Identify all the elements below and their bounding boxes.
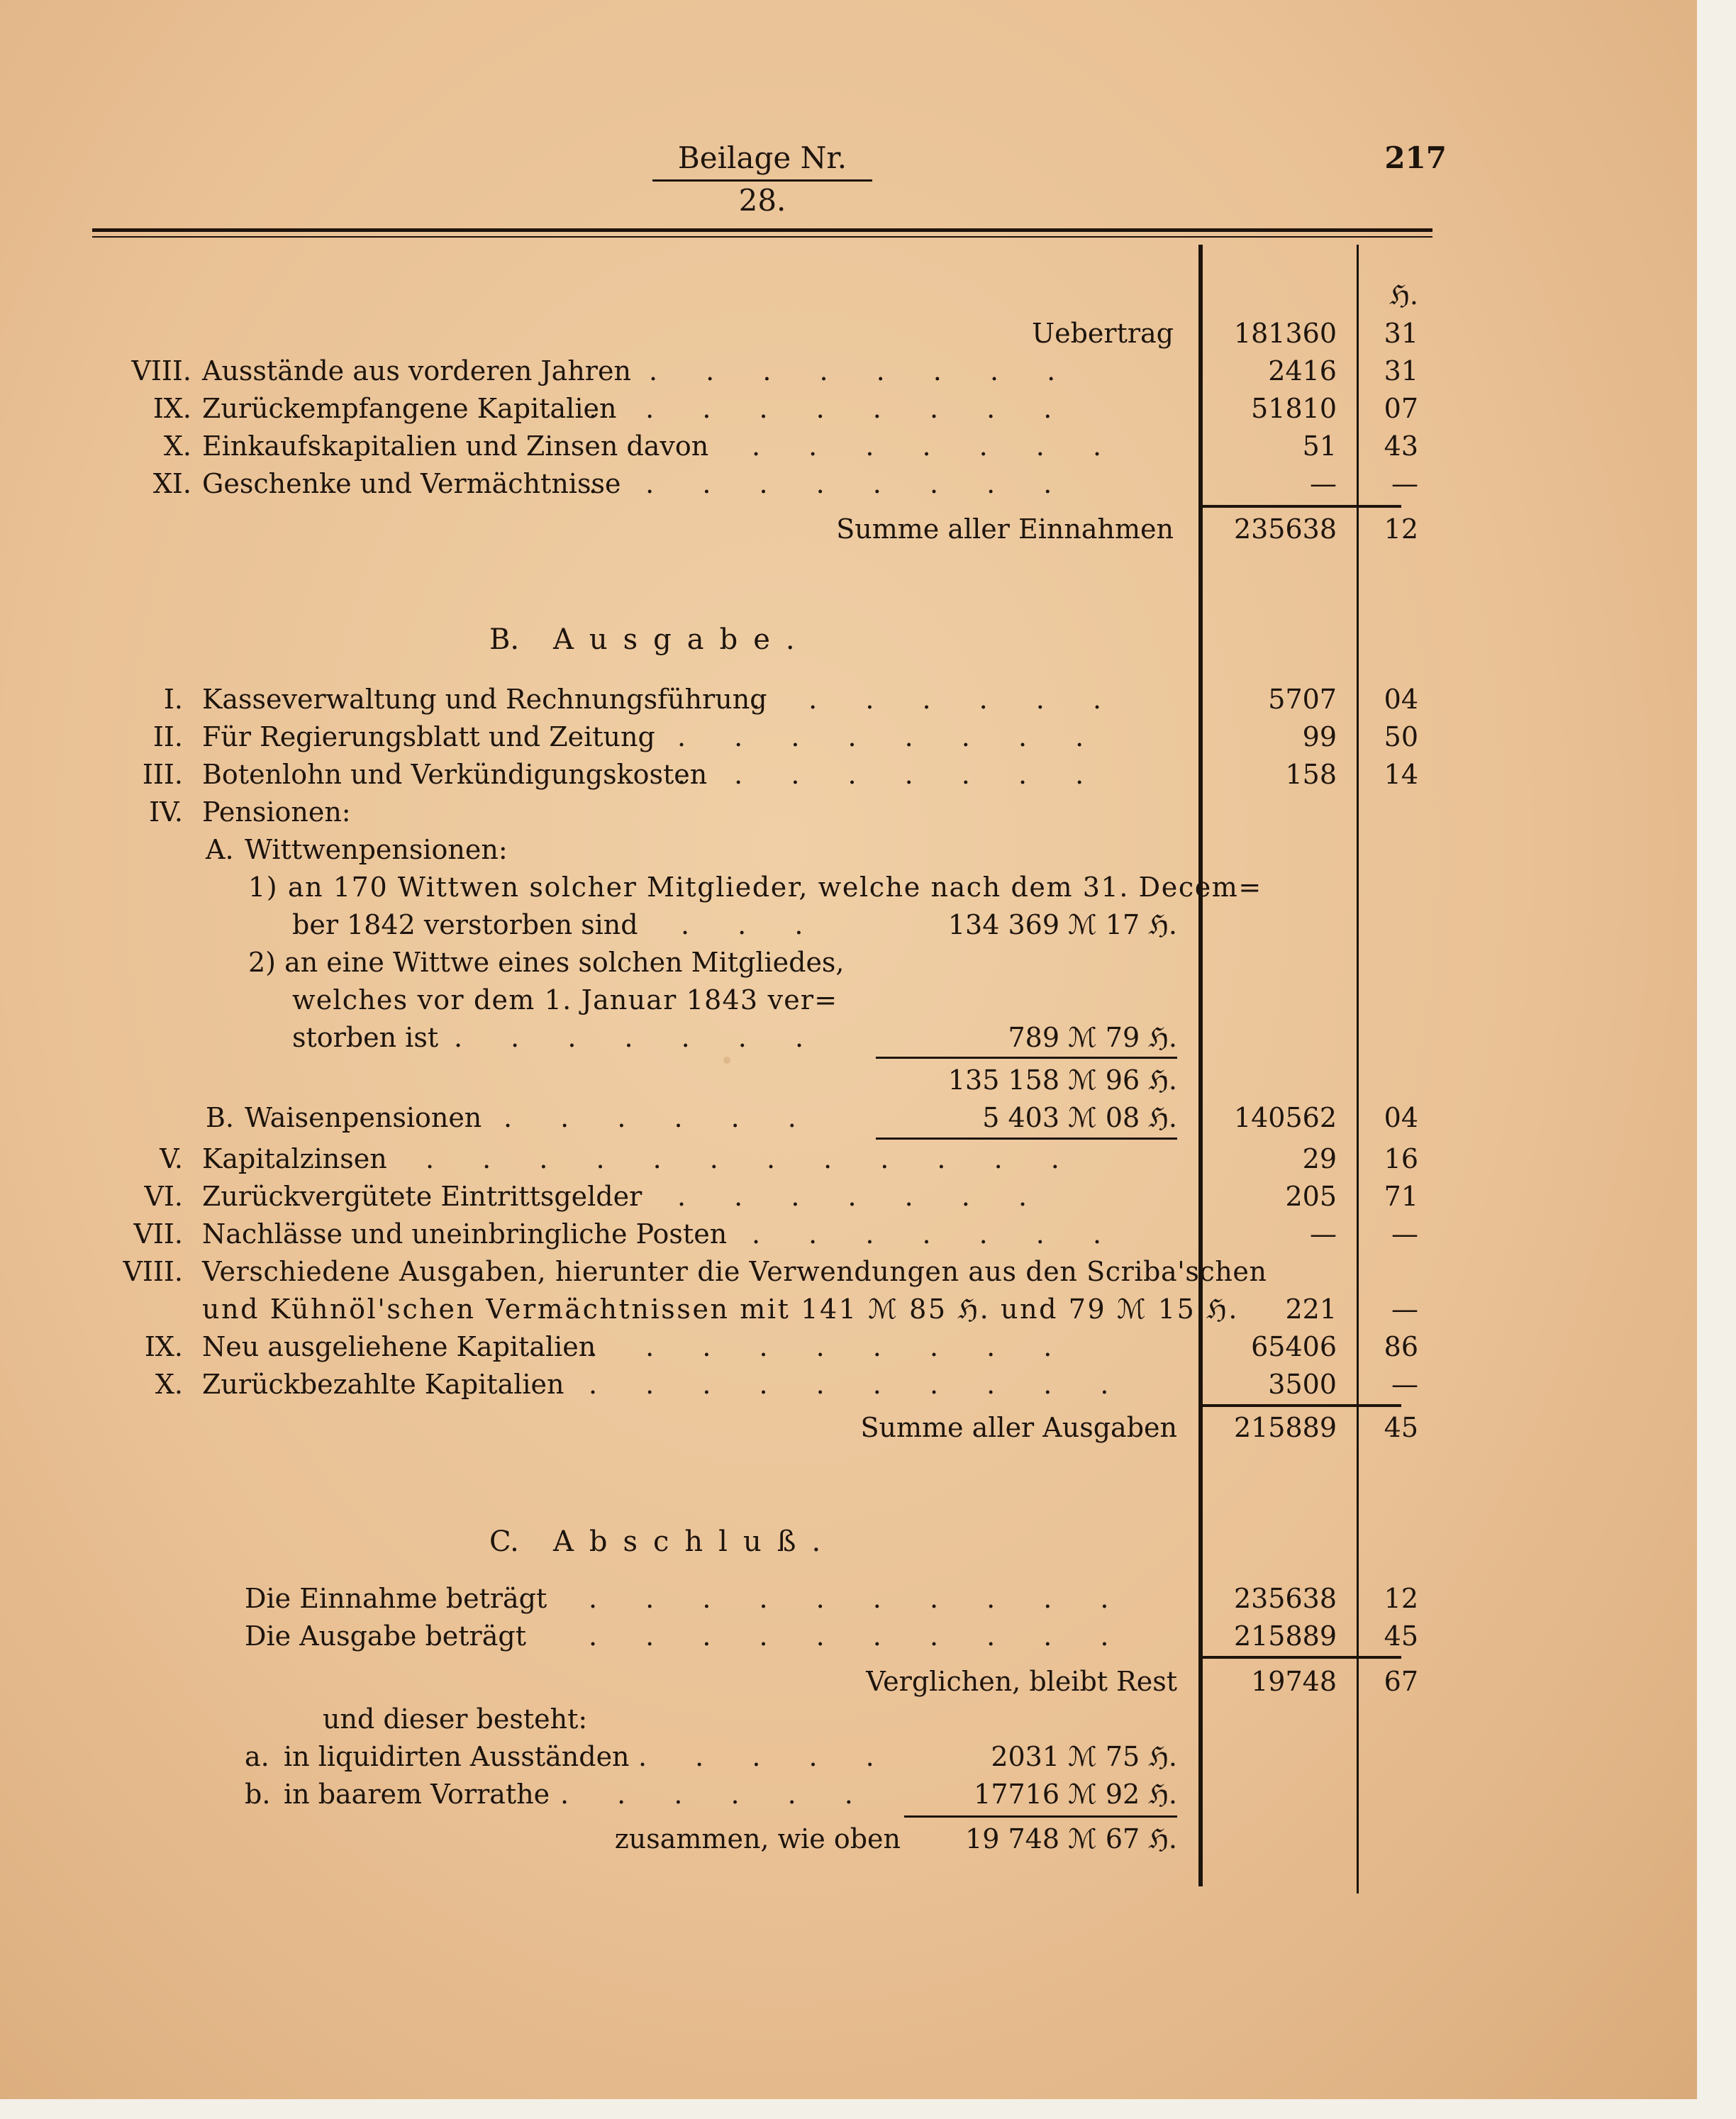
together-amount: 19 748 ℳ 67 ℌ. (965, 1823, 1177, 1854)
row-amount: 51810 (1251, 393, 1337, 424)
consists-row (0, 1701, 1736, 1737)
row-label: Verschiedene Ausgaben, hierunter die Verwendungen aus den Scriba'schen (202, 1256, 1267, 1287)
closing-income-label: Die Einnahme beträgt (245, 1583, 547, 1614)
row-pf: — (1391, 468, 1418, 499)
expense-row (0, 756, 1736, 793)
row-label: Nachlässe und uneinbringliche Posten (202, 1218, 728, 1250)
leader-dots: . . . . . . . (752, 684, 1122, 715)
page-edge-bottom (0, 2099, 1736, 2119)
part-letter: a. (245, 1741, 269, 1772)
closing-income-row (0, 1580, 1736, 1617)
row-pf: 43 (1384, 430, 1418, 462)
income-row (0, 428, 1736, 465)
row-numeral: V. (160, 1143, 183, 1174)
row-amount: 205 (1285, 1181, 1337, 1212)
expense-row (0, 681, 1736, 718)
remainder-amount: 19748 (1251, 1666, 1337, 1697)
section-b-title: Ausgabe. (553, 623, 811, 656)
row-label: Kapitalzinsen (202, 1143, 387, 1174)
expense-total-label: Summe aller Ausgaben (860, 1412, 1177, 1443)
row-amount: 5707 (1268, 684, 1337, 715)
row-pf: 50 (1384, 721, 1418, 752)
leader-dots: . . . . . . . . (677, 721, 1104, 752)
row-numeral: VIII. (123, 1256, 183, 1287)
leader-dots: . . . . . . . . . (589, 393, 1072, 424)
leader-dots: . . . . . . (560, 1779, 873, 1810)
income-row (0, 465, 1736, 502)
column-header (0, 277, 1736, 313)
part-letter: b. (245, 1779, 271, 1810)
row-label: und Kühnöl'schen Vermächtnissen mit 141 ℳ 85 ℌ. und 79 ℳ 15 ℌ. (202, 1294, 1240, 1325)
remainder-part-a (0, 1738, 1736, 1775)
remainder-part-b (0, 1776, 1736, 1813)
section-b-heading (0, 621, 1736, 658)
widows-item-1-line-2 (0, 906, 1736, 943)
row-label: Zurückempfangene Kapitalien (202, 393, 617, 424)
leader-dots: . . . . . . . (454, 1022, 824, 1053)
leader-dots: . . . . . . . (752, 1218, 1122, 1250)
row-label: Neu ausgeliehene Kapitalien (202, 1331, 596, 1362)
widows-item-2-line-3 (0, 1019, 1736, 1056)
widows-letter: A. (206, 834, 234, 865)
row-amount: 99 (1302, 721, 1337, 752)
row-amount: 3500 (1268, 1369, 1337, 1400)
section-c-heading (0, 1523, 1736, 1560)
leader-dots: . . . . . . . (677, 1181, 1047, 1212)
row-pf: — (1391, 1294, 1418, 1325)
part-amount: 17716 ℳ 92 ℌ. (974, 1779, 1177, 1810)
row-numeral: IX. (152, 393, 191, 424)
income-total-row (0, 511, 1736, 547)
item-amount: 789 ℳ 79 ℌ. (1008, 1022, 1177, 1053)
closing-expense-label: Die Ausgabe beträgt (245, 1620, 526, 1652)
expense-row (0, 718, 1736, 755)
widows-subtotal: 135 158 ℳ 96 ℌ. (947, 1064, 1177, 1096)
leader-dots: . . . . . . . . . . . . (425, 1143, 1079, 1174)
income-sum-rule (1203, 505, 1401, 508)
leader-dots: . . . . . . . . (649, 355, 1076, 386)
together-row (0, 1820, 1736, 1857)
widows-label: Wittwenpensionen: (245, 834, 508, 865)
expense-sum-rule (1203, 1404, 1401, 1407)
row-pf: 14 (1384, 759, 1418, 790)
closing-expense-pf: 45 (1384, 1620, 1418, 1652)
closing-remainder-row (0, 1663, 1736, 1700)
leader-dots: . . . . . (638, 1741, 894, 1772)
row-amount: — (1310, 1218, 1337, 1250)
item-text: storben ist (292, 1022, 439, 1053)
row-pf: 31 (1384, 355, 1418, 386)
row-numeral: X. (155, 1369, 183, 1400)
row-numeral: VI. (144, 1181, 183, 1212)
row-label: Einkaufskapitalien und Zinsen davon (202, 430, 709, 462)
income-total-label: Summe aller Einnahmen (836, 513, 1174, 545)
carry-over-label: Uebertrag (1032, 318, 1174, 349)
section-c-letter: C. (489, 1525, 519, 1558)
pfennig-symbol: ℌ. (1389, 279, 1418, 311)
part-label: in baarem Vorrathe (284, 1779, 550, 1810)
pensions-total-pf: 04 (1384, 1102, 1418, 1133)
row-numeral: I. (163, 684, 183, 715)
row-amount: 158 (1285, 759, 1337, 790)
row-amount: — (1310, 468, 1337, 499)
closing-income-pf: 12 (1384, 1583, 1418, 1614)
expense-row (0, 1178, 1736, 1215)
expense-row (0, 1328, 1736, 1365)
row-numeral: X. (163, 430, 191, 462)
leader-dots: . . . . . . . . . . (589, 1583, 1129, 1614)
closing-expense-row (0, 1618, 1736, 1654)
widows-item-2-line-2 (0, 981, 1736, 1018)
leader-dots: . . . . . . . (752, 430, 1122, 462)
expense-row (0, 1216, 1736, 1252)
closing-income-amount: 235638 (1233, 1583, 1337, 1614)
section-c-title: Abschluß. (553, 1525, 837, 1558)
row-amount: 65406 (1251, 1331, 1337, 1362)
row-numeral: XI. (152, 468, 191, 499)
remainder-pf: 67 (1384, 1666, 1418, 1697)
closing-expense-amount: 215889 (1233, 1620, 1337, 1652)
expense-total-amount: 215889 (1233, 1412, 1337, 1443)
leader-dots: . . . . . . . . . . (589, 1369, 1129, 1400)
together-label: zusammen, wie oben (614, 1823, 901, 1854)
carry-over-pf: 31 (1384, 318, 1418, 349)
leader-dots: . . . . . . . . (677, 759, 1104, 790)
part-amount: 2031 ℳ 75 ℌ. (991, 1741, 1177, 1772)
page-title: Beilage Nr. 28. (652, 137, 872, 182)
row-amount: 51 (1302, 430, 1337, 462)
row-label: Zurückbezahlte Kapitalien (202, 1369, 564, 1400)
expense-total-pf: 45 (1384, 1412, 1418, 1443)
remainder-label: Verglichen, bleibt Rest (866, 1666, 1177, 1697)
row-pf: 07 (1384, 393, 1418, 424)
leader-dots: . . . . . . . . . (589, 468, 1072, 499)
row-amount: 221 (1285, 1294, 1337, 1325)
row-label: Geschenke und Vermächtnisse (202, 468, 621, 499)
widows-pensions-row (0, 831, 1736, 868)
widows-item-1-line-1 (0, 869, 1736, 906)
orphans-amount: 5 403 ℳ 08 ℌ. (982, 1102, 1177, 1133)
carry-over-amount: 181360 (1233, 318, 1337, 349)
orphans-pensions-row (0, 1099, 1736, 1136)
row-label: Kasseverwaltung und Rechnungsführung (202, 684, 767, 715)
leader-dots: . . . . . . (503, 1102, 816, 1133)
consists-label: und dieser besteht: (323, 1703, 588, 1735)
row-numeral: VIII. (131, 355, 191, 386)
misc-expense-line-2 (0, 1291, 1736, 1328)
together-rule (904, 1815, 1177, 1818)
item-amount: 134 369 ℳ 17 ℌ. (947, 909, 1177, 940)
carry-over-row (0, 315, 1736, 352)
section-b-letter: B. (489, 623, 520, 656)
orphans-letter: B. (206, 1102, 235, 1133)
row-amount: 2416 (1268, 355, 1337, 386)
widows-item-2-line-1 (0, 944, 1736, 981)
row-label: Ausstände aus vorderen Jahren (202, 355, 631, 386)
top-rule-thin (92, 236, 1432, 238)
income-row (0, 352, 1736, 389)
item-text: 2) an eine Wittwe eines solchen Mitgliedes, (248, 947, 845, 978)
orphans-rule (876, 1138, 1177, 1140)
orphans-label: Waisenpensionen (245, 1102, 482, 1133)
widows-subtotal-row (0, 1062, 1736, 1099)
item-text: welches vor dem 1. Januar 1843 ver= (292, 984, 838, 1016)
expense-total-row (0, 1409, 1736, 1446)
income-total-amount: 235638 (1233, 513, 1337, 545)
row-numeral: III. (142, 759, 183, 790)
pensions-row (0, 794, 1736, 830)
row-numeral: IV. (149, 796, 183, 828)
row-pf: 04 (1384, 684, 1418, 715)
expense-row (0, 1366, 1736, 1403)
row-amount: 29 (1302, 1143, 1337, 1174)
row-numeral: VII. (133, 1218, 183, 1250)
row-numeral: IX. (144, 1331, 183, 1362)
row-label: Botenlohn und Verkündigungskosten (202, 759, 708, 790)
pensions-total-amount: 140562 (1233, 1102, 1337, 1133)
top-rule-thick (92, 228, 1432, 232)
closing-sum-rule (1203, 1656, 1401, 1659)
row-pf: 71 (1384, 1181, 1418, 1212)
page-number: 217 (1384, 140, 1447, 175)
row-label: Zurückvergütete Eintrittsgelder (202, 1181, 642, 1212)
income-total-pf: 12 (1384, 513, 1418, 545)
leader-dots: . . . . . . . . . (589, 1331, 1072, 1362)
expense-row (0, 1140, 1736, 1177)
row-pf: — (1391, 1218, 1418, 1250)
leader-dots: . . . . . . . . . . (589, 1620, 1129, 1652)
row-numeral: II. (152, 721, 183, 752)
row-pf: — (1391, 1369, 1418, 1400)
pensions-label: Pensionen: (202, 796, 351, 828)
misc-expense-line-1 (0, 1253, 1736, 1290)
row-pf: 86 (1384, 1331, 1418, 1362)
pension-subtotal-rule (876, 1057, 1177, 1059)
income-row (0, 390, 1736, 427)
item-text: ber 1842 verstorben sind (292, 909, 638, 940)
row-label: Für Regierungsblatt und Zeitung (202, 721, 655, 752)
leader-dots: . . . (681, 909, 823, 940)
item-text: 1) an 170 Wittwen solcher Mitglieder, welche nach dem 31. Decem= (248, 872, 1262, 903)
part-label: in liquidirten Ausständen (284, 1741, 630, 1772)
row-pf: 16 (1384, 1143, 1418, 1174)
